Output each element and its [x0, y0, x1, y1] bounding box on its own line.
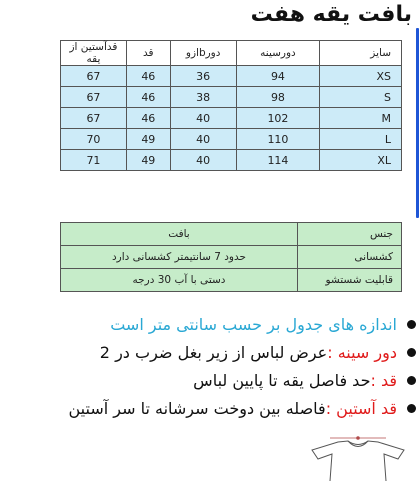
cell-length: 46	[126, 66, 170, 87]
info-label: قابلیت شستشو	[298, 269, 402, 292]
header-arm: دورbازو	[170, 41, 236, 66]
size-table-header-row	[61, 41, 402, 66]
note-chest-key: دور سینه :	[327, 342, 397, 362]
cell-size: XL	[320, 150, 402, 171]
table-row	[61, 150, 402, 171]
table-row	[61, 129, 402, 150]
notes-list	[4, 312, 416, 424]
header-length: قد	[126, 41, 170, 66]
cell-arm: 36	[170, 66, 236, 87]
note-length-key: قد :	[370, 370, 397, 390]
note-chest-text: عرض لباس از زیر بغل ضرب در 2	[99, 342, 328, 362]
info-label: کشسانی	[298, 246, 402, 269]
scrollbar[interactable]	[416, 28, 419, 218]
note-units: اندازه های جدول بر حسب سانتی متر است	[110, 314, 397, 334]
list-item	[4, 340, 416, 364]
cell-size: M	[320, 108, 402, 129]
table-row	[61, 108, 402, 129]
cell-chest: 114	[236, 150, 320, 171]
cell-sleeve: 70	[61, 129, 127, 150]
bullet-icon	[407, 404, 416, 413]
cell-arm: 40	[170, 129, 236, 150]
info-label: جنس	[298, 223, 402, 246]
shirt-diagram-icon	[308, 432, 408, 481]
info-table	[60, 222, 402, 292]
cell-chest: 102	[236, 108, 320, 129]
header-chest: دورسینه	[236, 41, 320, 66]
info-value: حدود 7 سانتیمتر کشسانی دارد	[61, 246, 298, 269]
info-value: دستی با آب 30 درجه	[61, 269, 298, 292]
list-item	[4, 368, 416, 392]
table-row	[61, 66, 402, 87]
list-item	[4, 396, 416, 420]
note-sleeve-text: فاصله بین دوخت سرشانه تا سر آستین	[68, 398, 326, 418]
table-row	[61, 223, 402, 246]
cell-length: 46	[126, 87, 170, 108]
cell-size: L	[320, 129, 402, 150]
cell-chest: 98	[236, 87, 320, 108]
cell-sleeve: 67	[61, 108, 127, 129]
cell-size: XS	[320, 66, 402, 87]
cell-sleeve: 67	[61, 87, 127, 108]
bullet-icon	[407, 348, 416, 357]
cell-arm: 40	[170, 108, 236, 129]
note-length-text: حد فاصل یقه تا پایین لباس	[193, 370, 371, 390]
cell-sleeve: 67	[61, 66, 127, 87]
cell-chest: 94	[236, 66, 320, 87]
cell-length: 46	[126, 108, 170, 129]
table-row	[61, 246, 402, 269]
cell-sleeve: 71	[61, 150, 127, 171]
header-sleeve: قدآستین از یقه	[61, 41, 127, 66]
bullet-icon	[407, 376, 416, 385]
cell-chest: 110	[236, 129, 320, 150]
header-size: سایز	[320, 41, 402, 66]
cell-arm: 40	[170, 150, 236, 171]
cell-arm: 38	[170, 87, 236, 108]
note-sleeve-key: قد آستین :	[325, 398, 397, 418]
size-table	[60, 40, 402, 171]
page-title: بافت یقه هفت	[250, 2, 412, 27]
cell-size: S	[320, 87, 402, 108]
list-item	[4, 312, 416, 336]
bullet-icon	[407, 320, 416, 329]
cell-length: 49	[126, 129, 170, 150]
info-value: بافت	[61, 223, 298, 246]
cell-length: 49	[126, 150, 170, 171]
table-row	[61, 269, 402, 292]
table-row	[61, 87, 402, 108]
